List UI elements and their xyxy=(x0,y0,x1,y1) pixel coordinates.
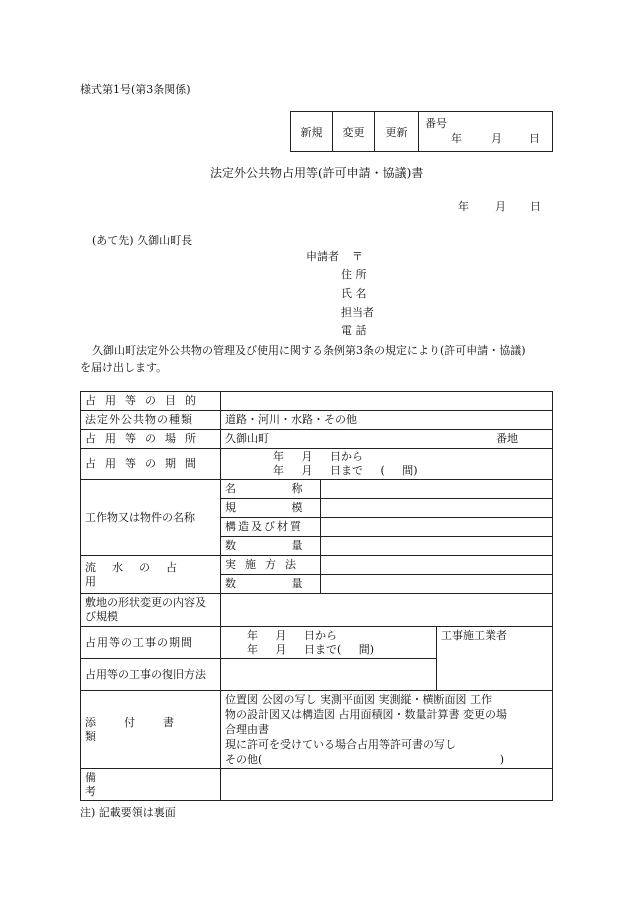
statement-line1: 久御山町法定外公共物の管理及び使用に関する条例第3条の規定により(許可申請・協議) xyxy=(92,344,526,357)
date-month: 月 xyxy=(495,200,506,213)
purpose-text: 占用等の目的 xyxy=(85,394,205,407)
struct-material-label xyxy=(221,518,321,537)
applicant-label: 申請者 xyxy=(306,250,339,263)
restore-text: 占用等の工事の復旧方法 xyxy=(85,667,206,681)
contractor-label: 工事施工業者 xyxy=(441,629,507,642)
place-field[interactable] xyxy=(221,430,553,449)
attach-line4: 現に許可を受けている場合占用等許可書の写し xyxy=(225,738,456,751)
work-period-label xyxy=(81,627,221,659)
change-checkbox[interactable] xyxy=(333,112,375,151)
applicant-contact-person[interactable]: 担当者 xyxy=(341,306,374,319)
attach-text: 添付書類 xyxy=(85,715,202,743)
struct-name-field[interactable] xyxy=(321,480,553,499)
document-title: 法定外公共物占用等(許可申請・協議)書 xyxy=(210,166,424,180)
place-text: 占用等の場所 xyxy=(85,432,205,445)
struct-quantity-field[interactable] xyxy=(321,537,553,556)
attach-label xyxy=(81,691,221,769)
contractor-field[interactable] xyxy=(437,627,553,691)
application-type-box xyxy=(290,111,553,152)
postal-mark[interactable]: 〒 xyxy=(352,250,363,263)
statement-line2: を届け出します。 xyxy=(80,361,168,374)
period-text: 占用等の期間 xyxy=(85,457,205,470)
structure-label xyxy=(81,480,221,556)
land-change-field[interactable] xyxy=(221,594,553,627)
work-period-text: 占用等の工事の期間 xyxy=(85,635,193,649)
renew-label: 更新 xyxy=(385,125,408,139)
applicant-address[interactable]: 住 所 xyxy=(341,268,367,281)
attach-other: その他( xyxy=(225,753,263,766)
addressee: (あて先) 久御山町長 xyxy=(92,234,193,247)
flow-quantity-label xyxy=(221,575,321,594)
flow-text: 流水の占用 xyxy=(85,560,193,588)
flow-quantity-field[interactable] xyxy=(321,575,553,594)
place-banchi: 番地 xyxy=(496,432,518,445)
remarks-label xyxy=(81,769,221,801)
number-field[interactable] xyxy=(419,112,552,151)
struct-scale-label xyxy=(221,499,321,518)
number-year: 年 xyxy=(451,132,462,145)
struct-material-field[interactable] xyxy=(321,518,553,537)
renew-checkbox[interactable] xyxy=(375,112,419,151)
purpose-field[interactable] xyxy=(221,392,553,411)
remarks-field[interactable] xyxy=(221,769,553,801)
date-day: 日 xyxy=(530,200,541,213)
type-options: 道路・河川・水路・その他 xyxy=(225,413,357,426)
struct-scale-text: 規 模 xyxy=(225,501,303,514)
date-year: 年 xyxy=(458,200,469,213)
struct-quantity-label xyxy=(221,537,321,556)
new-checkbox[interactable] xyxy=(291,112,333,151)
period-field[interactable] xyxy=(221,449,553,480)
flow-method-label xyxy=(221,556,321,575)
attach-line1: 位置図 公図の写し 実測平面図 実測縦・横断面図 工作 xyxy=(225,693,492,706)
structure-text: 工作物又は物件の名称 xyxy=(85,510,195,524)
form-number: 様式第1号(第3条関係) xyxy=(80,83,191,96)
period-from: 年 月 日から xyxy=(273,450,363,463)
work-to: 年 月 日まで( 間) xyxy=(247,642,375,656)
struct-name-label xyxy=(221,480,321,499)
application-table xyxy=(80,391,553,801)
restore-label xyxy=(81,659,221,691)
attach-field[interactable] xyxy=(221,691,553,769)
change-label: 変更 xyxy=(342,125,365,139)
flow-quantity-text: 数 量 xyxy=(225,577,303,590)
number-day: 日 xyxy=(529,132,540,145)
flow-method-field[interactable] xyxy=(321,556,553,575)
place-town: 久御山町 xyxy=(225,432,269,445)
note: 注) 記載要領は裏面 xyxy=(80,806,176,819)
work-from: 年 月 日から xyxy=(247,628,337,642)
type-label xyxy=(81,411,221,430)
struct-quantity-text: 数 量 xyxy=(225,539,303,552)
type-text: 法定外公共物の種類 xyxy=(85,413,193,426)
period-label xyxy=(81,449,221,480)
struct-material-text: 構造及び材質 xyxy=(225,520,303,533)
number-label: 番号 xyxy=(425,117,447,130)
struct-name-text: 名 称 xyxy=(225,482,303,495)
applicant-name[interactable]: 氏 名 xyxy=(341,287,367,300)
place-label xyxy=(81,430,221,449)
applicant-phone[interactable]: 電 話 xyxy=(341,324,367,337)
purpose-label xyxy=(81,392,221,411)
struct-scale-field[interactable] xyxy=(321,499,553,518)
number-month: 月 xyxy=(491,132,502,145)
attach-line2: 物の設計図又は構造図 占用面積図・数量計算書 変更の場 xyxy=(225,708,507,721)
restore-field[interactable] xyxy=(221,659,437,691)
remarks-text: 備考 xyxy=(85,770,192,798)
attach-line3: 合理由書 xyxy=(225,723,269,736)
new-label: 新規 xyxy=(300,125,323,139)
land-change-text: 敷地の形状変更の内容及び規模 xyxy=(85,596,206,623)
period-to: 年 月 日まで ( 間) xyxy=(273,464,418,477)
land-change-label xyxy=(81,594,221,627)
flow-label xyxy=(81,556,221,594)
attach-other-close: ) xyxy=(499,753,504,766)
work-period-field[interactable] xyxy=(221,627,437,659)
flow-method-text: 実施方法 xyxy=(225,558,305,571)
type-field[interactable] xyxy=(221,411,553,430)
